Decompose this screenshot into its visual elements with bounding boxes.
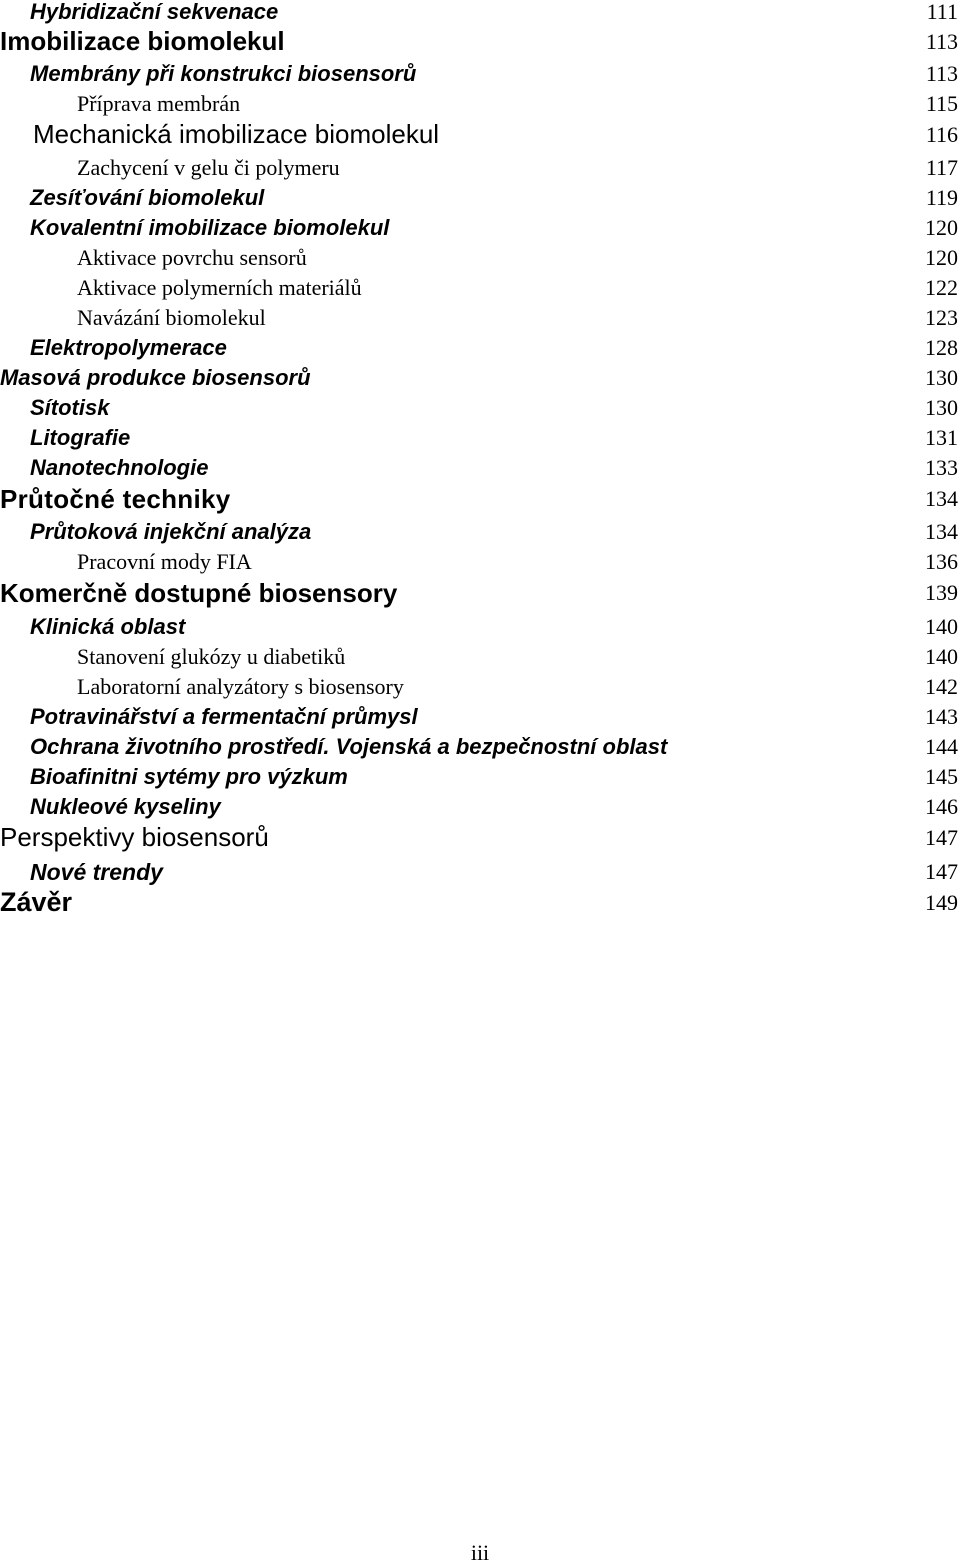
toc-entry-title: Litografie — [30, 425, 131, 450]
toc-entry-page: 139 — [925, 580, 958, 605]
toc-entry-page: 140 — [925, 614, 958, 639]
toc-entry-title: Aktivace polymerních materiálů — [77, 275, 362, 300]
toc-entry-title: Nové trendy — [30, 859, 163, 885]
toc-entry — [0, 63, 960, 93]
toc-entry-page: 111 — [926, 0, 958, 24]
toc-entry — [0, 736, 960, 766]
toc-entry-page: 134 — [925, 486, 958, 511]
toc-entry-title: Pracovní mody FIA — [77, 549, 252, 574]
toc-entry-title: Průtoková injekční analýza — [30, 519, 312, 544]
toc-entry-page: 130 — [925, 395, 958, 420]
toc-entry-title: Zesíťování biomolekul — [30, 185, 265, 210]
toc-entry — [0, 521, 960, 551]
toc-entry-page: 145 — [925, 764, 958, 789]
toc-entry — [0, 157, 960, 187]
toc-entry-page: 120 — [925, 245, 958, 270]
toc-entry-page: 113 — [925, 29, 958, 54]
toc-entry-page: 144 — [925, 734, 958, 759]
toc-entry — [0, 580, 960, 610]
toc-entry — [0, 889, 960, 919]
toc-entry-page: 120 — [925, 215, 958, 240]
toc-entry-title: Mechanická imobilizace biomolekul — [33, 119, 440, 149]
toc-entry — [0, 307, 960, 337]
toc-entry — [0, 28, 960, 58]
toc-entry — [0, 217, 960, 247]
toc-entry-title: Příprava membrán — [77, 91, 241, 116]
toc-entry — [0, 616, 960, 646]
toc-entry — [0, 646, 960, 676]
toc-entry-title: Perspektivy biosensorů — [0, 822, 269, 852]
toc-entry-page: 117 — [925, 155, 958, 180]
toc-entry-title: Závěr — [0, 887, 73, 917]
toc-entry-title: Ochrana životního prostředí. Vojenská a bezpečnostní oblast — [30, 734, 668, 759]
toc-entry-title: Klinická oblast — [30, 614, 186, 639]
toc-entry — [0, 676, 960, 706]
toc-entry-page: 142 — [925, 674, 958, 699]
toc-entry-title: Laboratorní analyzátory s biosensory — [77, 674, 404, 699]
toc-entry — [0, 486, 960, 516]
toc-entry-title: Imobilizace biomolekul — [0, 26, 285, 56]
toc-entry-title: Aktivace povrchu sensorů — [77, 245, 307, 270]
toc-entry-title: Masová produkce biosensorů — [0, 365, 311, 390]
toc-entry — [0, 457, 960, 487]
toc-entry-title: Membrány při konstrukci biosensorů — [30, 61, 417, 86]
toc-entry-title: Kovalentní imobilizace biomolekul — [30, 215, 390, 240]
toc-entry-title: Stanovení glukózy u diabetiků — [77, 644, 346, 669]
toc-entry-title: Elektropolymerace — [30, 335, 227, 360]
toc-entry-page: 146 — [925, 794, 958, 819]
toc-entry-page: 119 — [925, 185, 958, 210]
toc-entry — [0, 551, 960, 581]
toc-entry — [0, 766, 960, 796]
toc-entry-title: Hybridizační sekvenace — [30, 0, 279, 24]
toc-entry-page: 147 — [925, 859, 958, 884]
toc-entry-page: 143 — [925, 704, 958, 729]
toc-entry-page: 116 — [925, 122, 958, 147]
toc-entry-title: Nukleové kyseliny — [30, 794, 221, 819]
toc-entry — [0, 367, 960, 397]
toc-entry — [0, 706, 960, 736]
toc-entry-title: Průtočné techniky — [0, 484, 231, 514]
toc-entry-page: 128 — [925, 335, 958, 360]
toc-entry — [0, 427, 960, 457]
toc-entry-page: 122 — [925, 275, 958, 300]
toc-entry — [0, 337, 960, 367]
toc-entry-page: 147 — [925, 825, 958, 850]
toc-entry-title: Bioafinitni sytémy pro výzkum — [30, 764, 348, 789]
toc-entry-title: Nanotechnologie — [30, 455, 209, 480]
toc-entry-page: 113 — [925, 61, 958, 86]
toc-entry-page: 140 — [925, 644, 958, 669]
toc-entry-title: Potravinářství a fermentační průmysl — [30, 704, 418, 729]
toc-entry — [0, 187, 960, 217]
toc-entry-page: 134 — [925, 519, 958, 544]
toc-entry-title: Komerčně dostupné biosensory — [0, 578, 398, 608]
toc-entry-title: Sítotisk — [30, 395, 110, 420]
toc-entry-page: 131 — [925, 425, 958, 450]
toc-entry-page: 115 — [925, 91, 958, 116]
toc-entry-page: 149 — [925, 890, 958, 915]
toc-entry — [0, 277, 960, 307]
toc-entry — [0, 861, 960, 891]
toc-entry-page: 130 — [925, 365, 958, 390]
page-number: iii — [470, 1540, 490, 1565]
toc-entry-page: 136 — [925, 549, 958, 574]
toc-entry-page: 133 — [925, 455, 958, 480]
toc-entry-title: Zachycení v gelu či polymeru — [77, 155, 340, 180]
toc-entry — [0, 824, 960, 854]
toc-entry-title: Navázání biomolekul — [77, 305, 266, 330]
toc-entry — [0, 247, 960, 277]
toc-entry — [0, 121, 960, 151]
toc-entry-page: 123 — [925, 305, 958, 330]
toc-entry — [0, 397, 960, 427]
